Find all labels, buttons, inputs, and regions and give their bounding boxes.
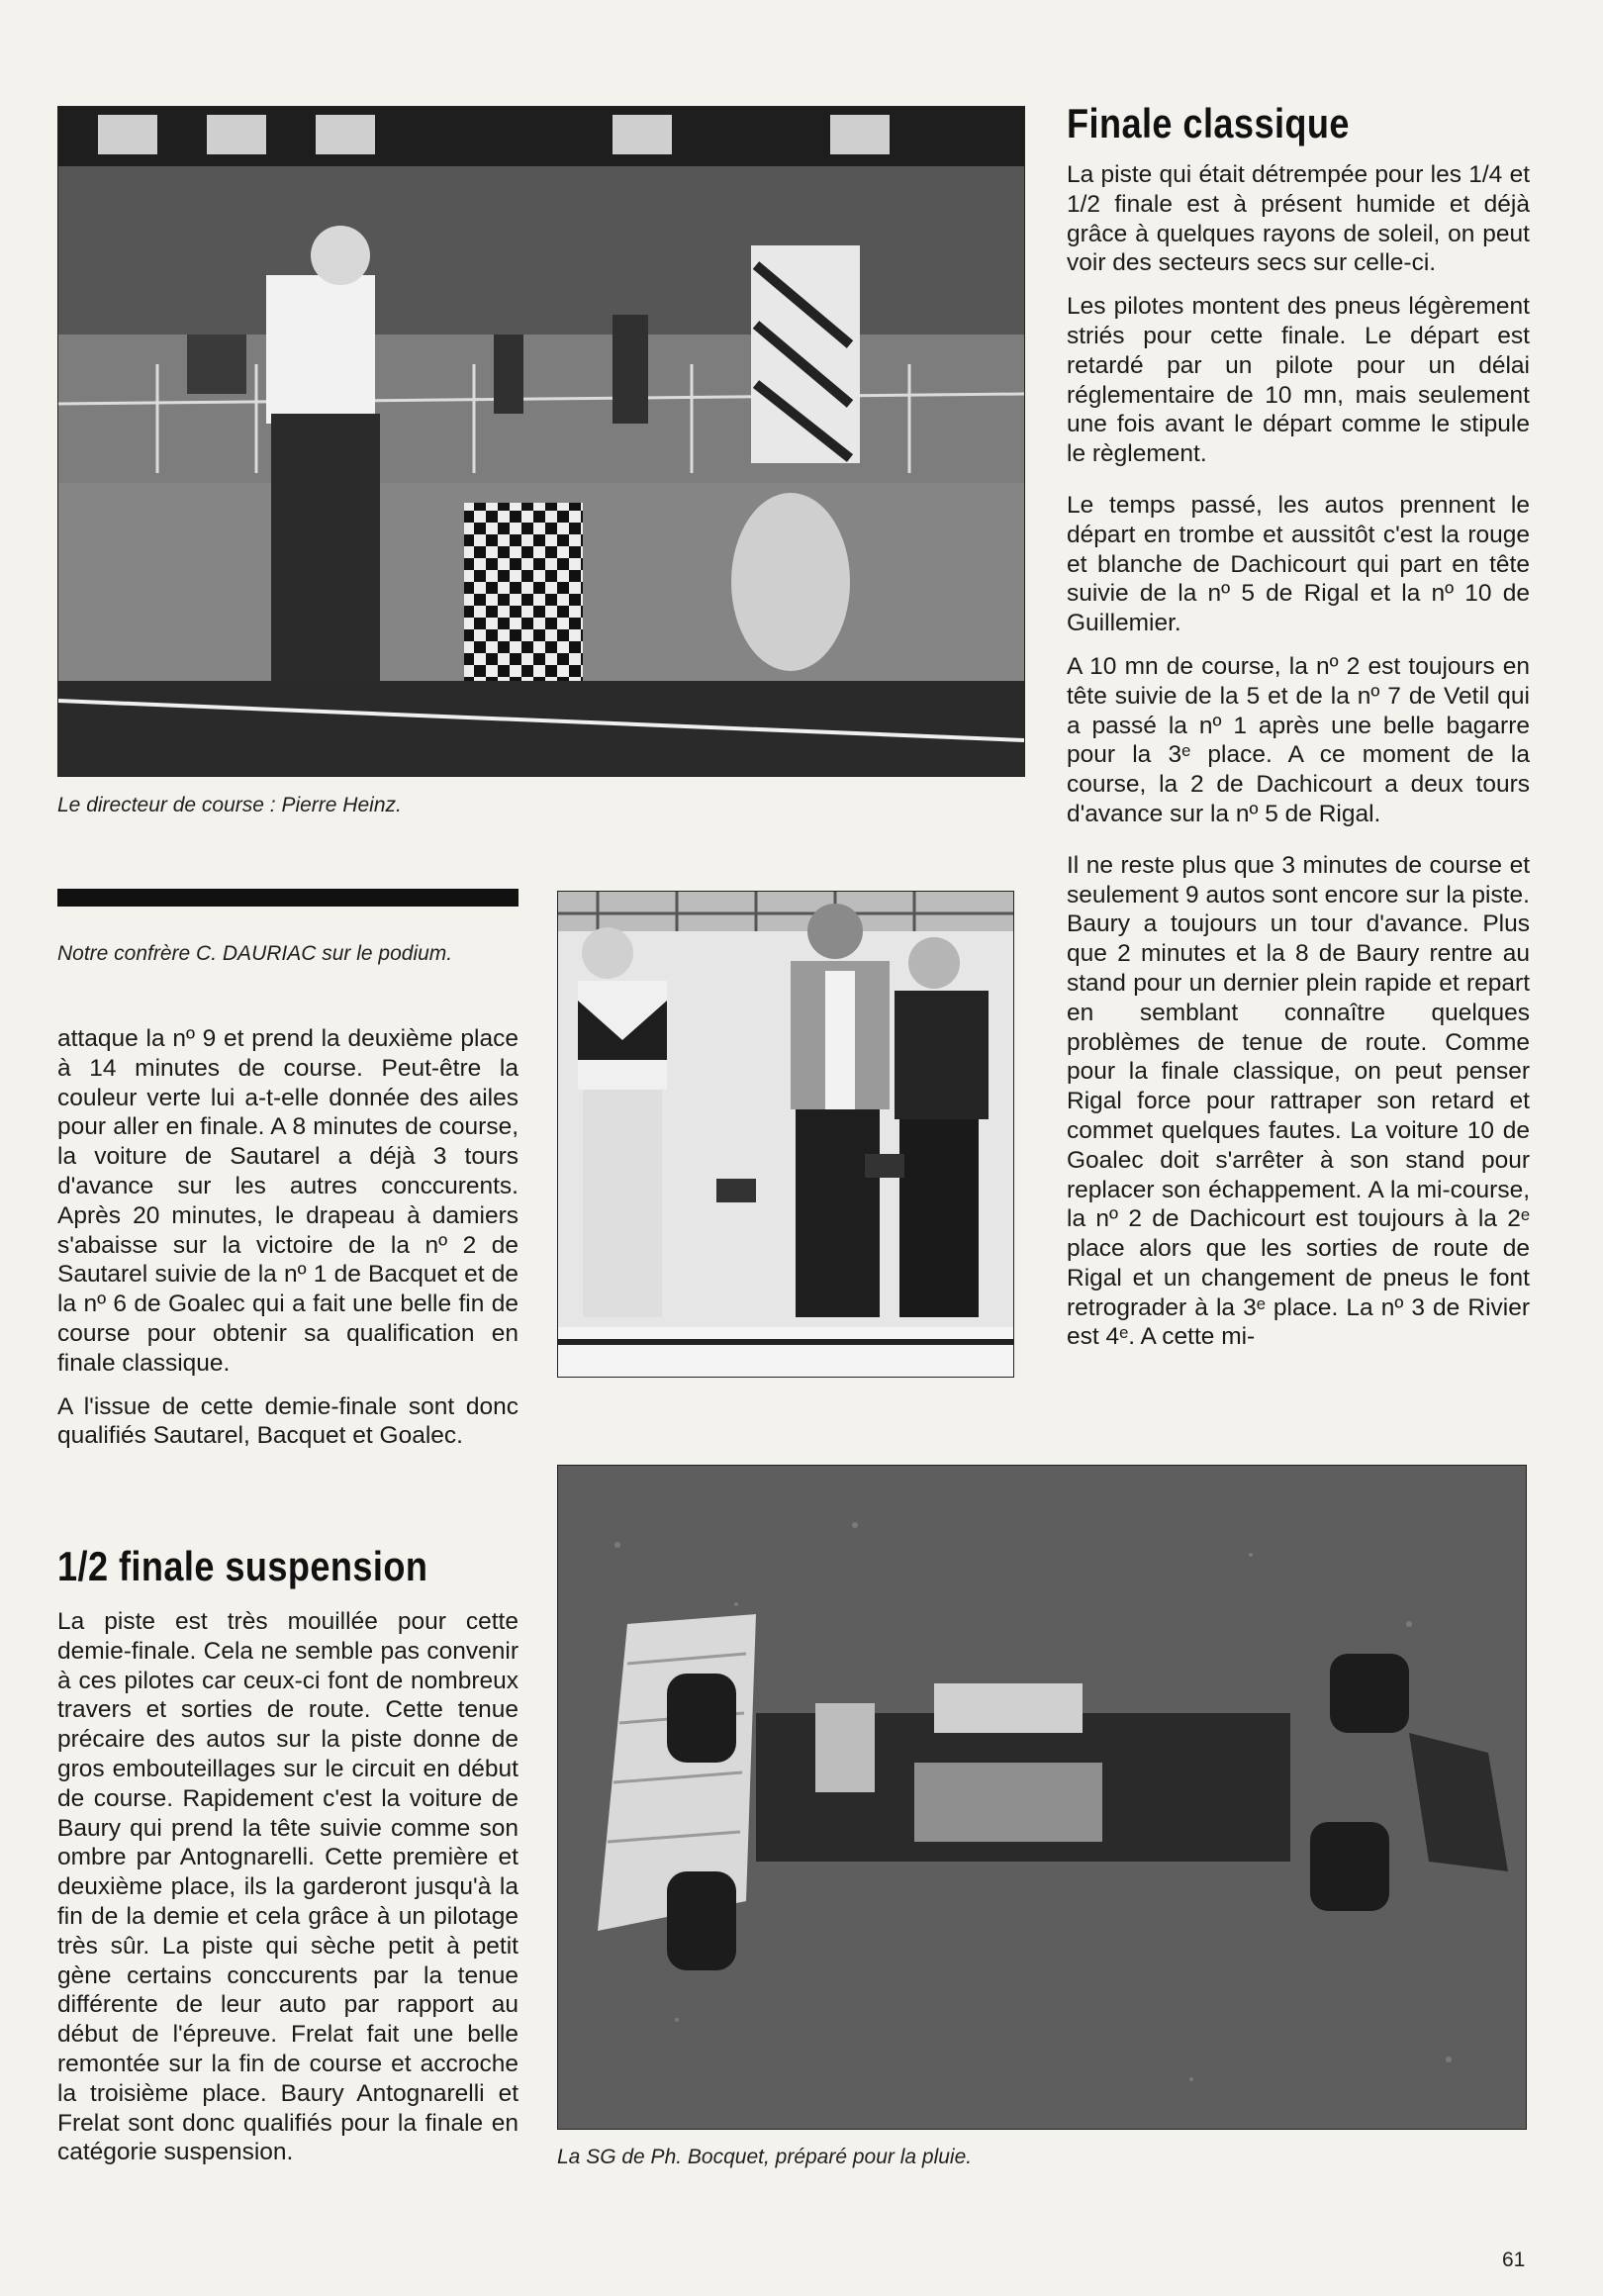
paragraph: Il ne reste plus que 3 minutes de course et seulement 9 autos sont encore sur la piste. Baury a toujours un tour d'avance. Plus que 2 minutes et la 8 de Baury rentre au stand pour un dernier plein rapide et repart en semblant connaître quelques problèmes de tenue de route. Comme pour la finale classique, on peut penser Rigal force pour rattraper son retard et commet quelques fautes. La voiture 10 de Goalec doit s'arrêter à son stand pour replacer son échappement. A la mi-course, la nº 2 de Dachicourt est toujours à la 2ᵉ place alors que les sorties de route de Rigal et un changement de pneus le font retrograder à la 3ᵉ place. La nº 3 de Rivier est 4ᵉ. A cette mi-	[1067, 851, 1530, 1351]
paragraph: La piste qui était détrempée pour les 1/4 et 1/2 finale est à présent humide et déjà grâce à quelques rayons de soleil, on peut voir des secteurs secs sur celle-ci.	[1067, 161, 1530, 277]
paragraph: A l'issue de cette demie-finale sont donc qualifiés Sautarel, Bacquet et Goalec.	[57, 1392, 519, 1450]
race-director-photo	[57, 106, 1025, 777]
rc-car-photo	[557, 1465, 1527, 2130]
left-column-text	[57, 1024, 519, 1451]
demi-finale-suspension-text	[57, 1607, 519, 2167]
paragraph: La piste est très mouillée pour cette demie-finale. Cela ne semble pas convenir à ces pilotes car ceux-ci font de nombreux travers et sorties de route. Cette tenue précaire des autos sur la piste donne de gros embouteillages sur le circuit en début de course. Rapidement c'est la voiture de Baury qui prend la tête suivie comme son ombre par Antognarelli. Cette première et deuxième place, ils la garderont jusqu'à la fin de la demie et cela grâce à un pilotage très sûr. La piste qui sèche petit à petit gène certains conccurents par la tenue différente de leur auto par rapport au début de l'épreuve. Frelat fait une belle remontée sur la fin de course et accroche la troisième place. Baury Antognarelli et Frelat sont donc qualifiés pour la finale en catégorie suspension.	[57, 1608, 519, 2166]
finale-classique-text	[1067, 160, 1530, 1352]
demi-finale-suspension-heading: 1/2 finale suspension	[57, 1543, 428, 1589]
race-director-caption: Le directeur de course : Pierre Heinz.	[57, 794, 402, 816]
podium-photo	[557, 891, 1014, 1378]
podium-caption: Notre confrère C. DAURIAC sur le podium.	[57, 942, 453, 965]
paragraph: A 10 mn de course, la nº 2 est toujours en tête suivie de la 5 et de la nº 7 de Vetil qui a passé la nº 1 après une belle bagarre pour la 3ᵉ place. A ce moment de la course, la 2 de Dachicourt a deux tours d'avance sur la nº 5 de Rigal.	[1067, 652, 1530, 827]
paragraph: Les pilotes montent des pneus légèrement striés pour cette finale. Le départ est retardé par un pilote pour un délai réglementaire de 10 mn, mais seulement une fois avant le départ comme le stipule le règlement.	[1067, 293, 1530, 468]
section-divider-bar	[57, 889, 519, 907]
page-number: 61	[1502, 2248, 1526, 2271]
paragraph: Le temps passé, les autos prennent le départ en trombe et aussitôt c'est la rouge et blanche de Dachicourt qui part en tête suivie de la nº 5 de Rigal et la nº 10 de Guillemier.	[1067, 491, 1530, 637]
paragraph: attaque la nº 9 et prend la deuxième place à 14 minutes de course. Peut-être la couleur verte lui a-t-elle donnée des ailes pour aller en finale. A 8 minutes de course, la voiture de Sautarel a déjà 3 tours d'avance sur les autres conccurents. Après 20 minutes, le drapeau à damiers s'abaisse sur la victoire de la nº 2 de Sautarel suivie de la nº 1 de Bacquet et de la nº 6 de Goalec qui a fait une belle fin de course pour obtenir sa qualification en finale classique.	[57, 1025, 519, 1377]
rc-car-caption: La SG de Ph. Bocquet, préparé pour la pluie.	[557, 2146, 973, 2168]
finale-classique-heading: Finale classique	[1067, 100, 1350, 146]
